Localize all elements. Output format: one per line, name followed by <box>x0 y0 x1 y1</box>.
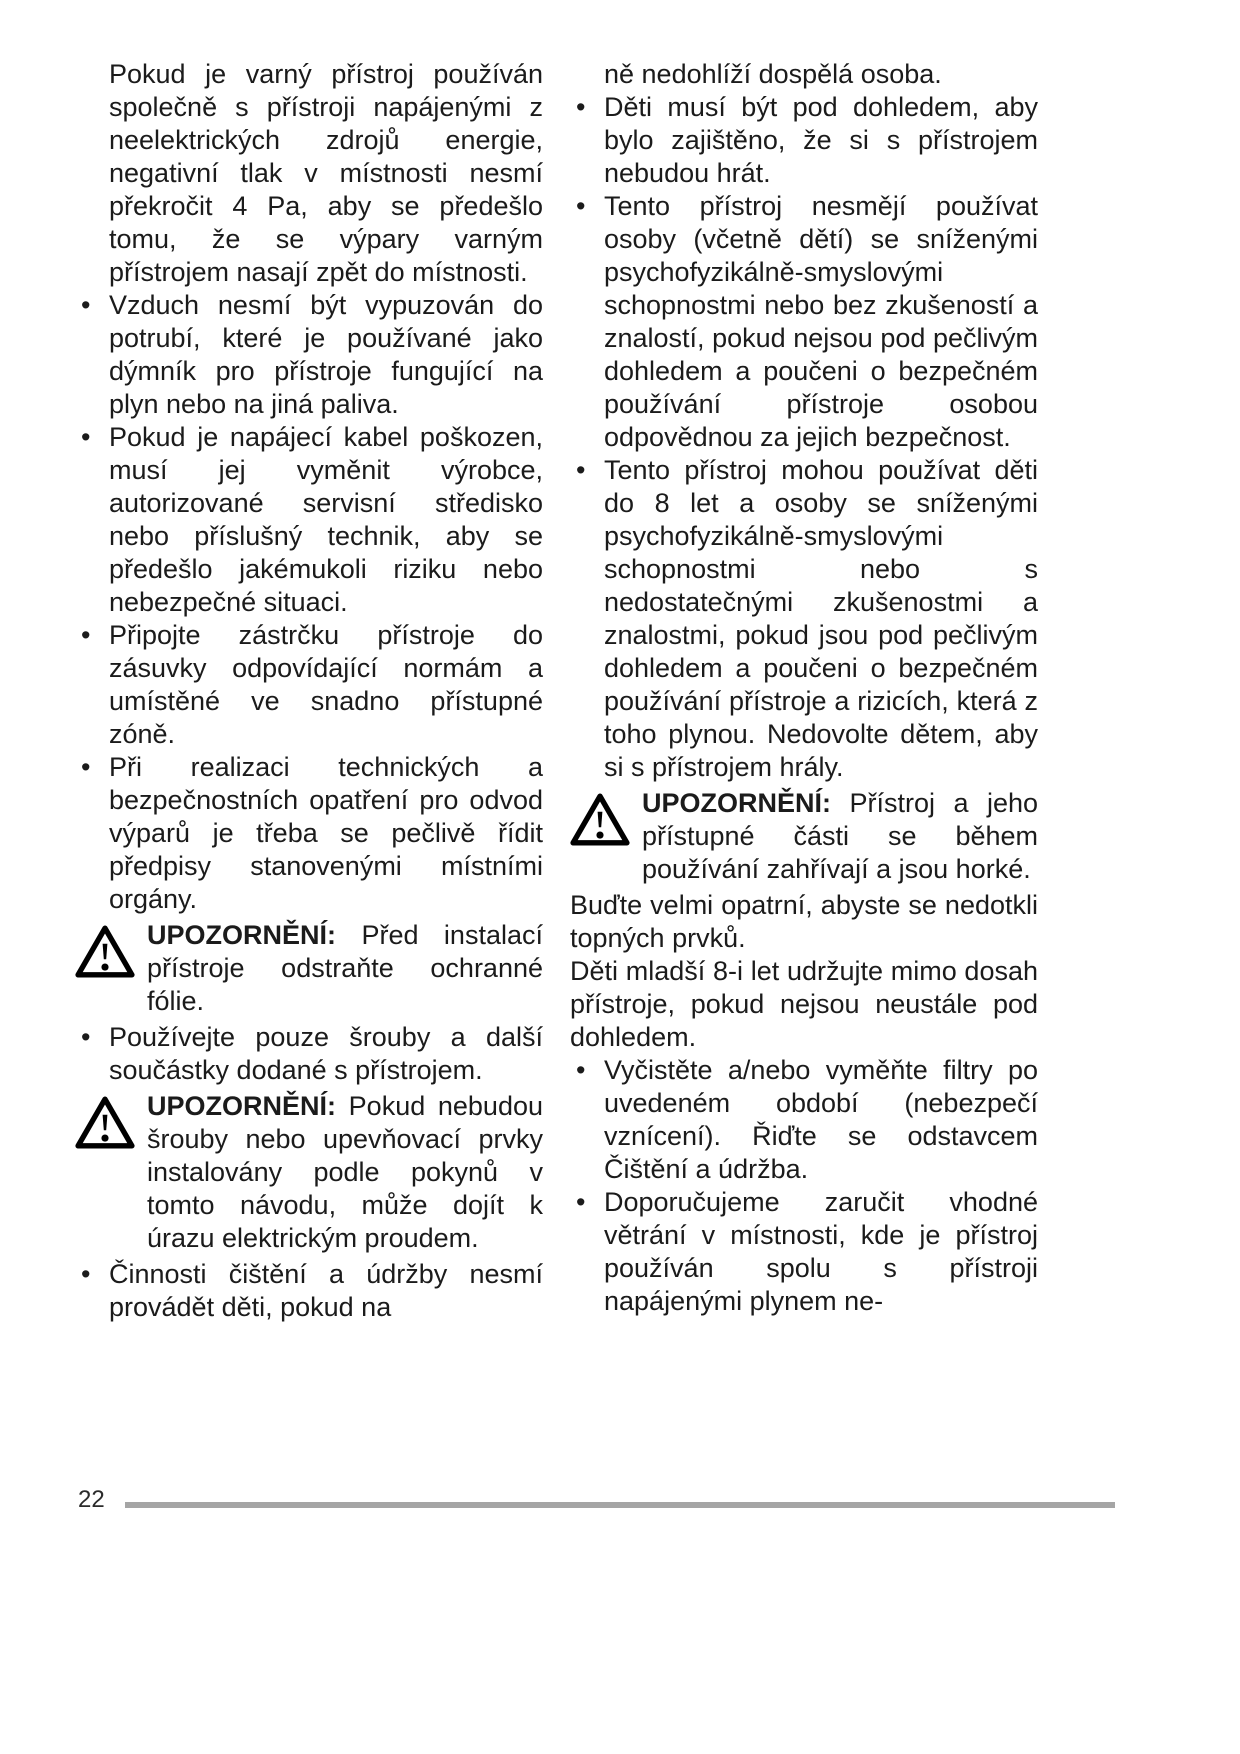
bullet-marker: • <box>81 1022 91 1052</box>
list-item <box>570 91 1038 190</box>
bullet-marker: • <box>81 290 91 320</box>
list-item <box>570 1054 1038 1186</box>
warning-block <box>570 787 1038 886</box>
warning-icon <box>75 1095 135 1150</box>
bullet-marker: • <box>81 422 91 452</box>
warning-icon <box>570 792 630 847</box>
bullet-marker: • <box>81 752 91 782</box>
list-item-text: Pokud je napájecí kabel poškozen, musí jej vyměnit výrobce, autorizované servisní středisko nebo příslušný technik, aby se předešlo jakémukoli riziku nebo nebezpečné situaci. <box>109 422 543 617</box>
continued-paragraph: ně nedohlíží dospělá osoba. <box>604 59 942 89</box>
right-column <box>570 58 1038 1324</box>
bullet-marker: • <box>576 1187 586 1217</box>
list-item <box>570 190 1038 454</box>
list-item-text: Děti musí být pod dohledem, aby bylo zajištěno, že si s přístrojem nebudou hrát. <box>604 92 1038 188</box>
paragraph: Buďte velmi opatrní, abyste se nedotkli topných prvků. <box>570 890 1038 953</box>
list-item <box>570 1186 1038 1318</box>
bullet-marker: • <box>576 92 586 122</box>
warning-text <box>642 788 1038 884</box>
page-number: 22 <box>78 1486 105 1513</box>
warning-text <box>147 1091 543 1253</box>
text-columns <box>75 58 1038 1324</box>
list-item <box>75 751 543 916</box>
list-item <box>75 1258 543 1324</box>
bullet-marker: • <box>81 620 91 650</box>
bullet-marker: • <box>576 191 586 221</box>
list-item-text: Doporučujeme zaručit vhodné větrání v místnosti, kde je přístroj používán spolu s přístroji napájenými plynem ne- <box>604 1187 1038 1316</box>
list-item-text: Činnosti čištění a údržby nesmí provádět děti, pokud na <box>109 1259 543 1322</box>
warning-body: Pokud nebudou šrouby nebo upevňovací prvky instalovány podle pokynů v tomto návodu, může dojít k úrazu elektrickým proudem. <box>147 1091 543 1253</box>
list-item <box>75 421 543 619</box>
list-item <box>570 454 1038 784</box>
paragraph: Děti mladší 8-i let udržujte mimo dosah přístroje, pokud nejsou neustále pod dohledem. <box>570 956 1038 1052</box>
page-footer <box>0 1484 1240 1524</box>
footer-rule <box>125 1502 1115 1508</box>
list-item-text: Připojte zástrčku přístroje do zásuvky odpovídající normám a umístěné ve snadno přístupné zóně. <box>109 620 543 749</box>
list-item <box>75 1021 543 1087</box>
warning-body: Přístroj a jeho přístupné části se během používání zahřívají a jsou horké. <box>642 788 1038 884</box>
continued-paragraph: Pokud je varný přístroj používán společně s přístroji napájenými z neelektrických zdrojů energie, negativní tlak v místnosti nesmí překročit 4 Pa, aby se předešlo tomu, že se výpary varným přístrojem nasají zpět do místnosti. <box>109 59 543 287</box>
bullet-marker: • <box>81 1259 91 1289</box>
warning-block <box>75 919 543 1018</box>
list-item-text: Používejte pouze šrouby a další součástky dodané s přístrojem. <box>109 1022 543 1085</box>
warning-label: UPOZORNĚNÍ: <box>642 788 831 818</box>
left-column <box>75 58 543 1324</box>
warning-body: Před instalací přístroje odstraňte ochranné fólie. <box>147 920 543 1016</box>
list-item-text: Vyčistěte a/nebo vyměňte filtry po uvedeném období (nebezpečí vznícení). Řiďte se odstavcem Čištění a údržba. <box>604 1055 1038 1184</box>
list-item <box>75 289 543 421</box>
warning-icon <box>75 924 135 979</box>
bullet-marker: • <box>576 455 586 485</box>
list-item-text: Tento přístroj nesmějí používat osoby (včetně dětí) se sníženými psychofyzikálně-smyslovými schopnostmi nebo bez zkušeností a znalostí, pokud nejsou pod pečlivým dohledem a poučeni o bezpečném používání přístroje osobou odpovědnou za jejich bezpečnost. <box>604 191 1038 452</box>
list-item <box>75 619 543 751</box>
warning-label: UPOZORNĚNÍ: <box>147 1091 336 1121</box>
warning-text <box>147 920 543 1016</box>
list-item-text: Při realizaci technických a bezpečnostních opatření pro odvod výparů je třeba se pečlivě řídit předpisy stanovenými místními orgány. <box>109 752 543 914</box>
bullet-marker: • <box>576 1055 586 1085</box>
list-item-text: Vzduch nesmí být vypuzován do potrubí, které je používané jako dýmník pro přístroje fungující na plyn nebo na jiná paliva. <box>109 290 543 419</box>
warning-block <box>75 1090 543 1255</box>
warning-label: UPOZORNĚNÍ: <box>147 920 336 950</box>
list-item-text: Tento přístroj mohou používat děti do 8 let a osoby se sníženými psychofyzikálně-smyslovými schopnostmi nebo s nedostatečnými zkušenostmi a znalostmi, pokud jsou pod pečlivým dohledem a poučeni o bezpečném používání přístroje a rizicích, která z toho plynou. Nedovolte dětem, aby si s přístrojem hrály. <box>604 455 1038 782</box>
